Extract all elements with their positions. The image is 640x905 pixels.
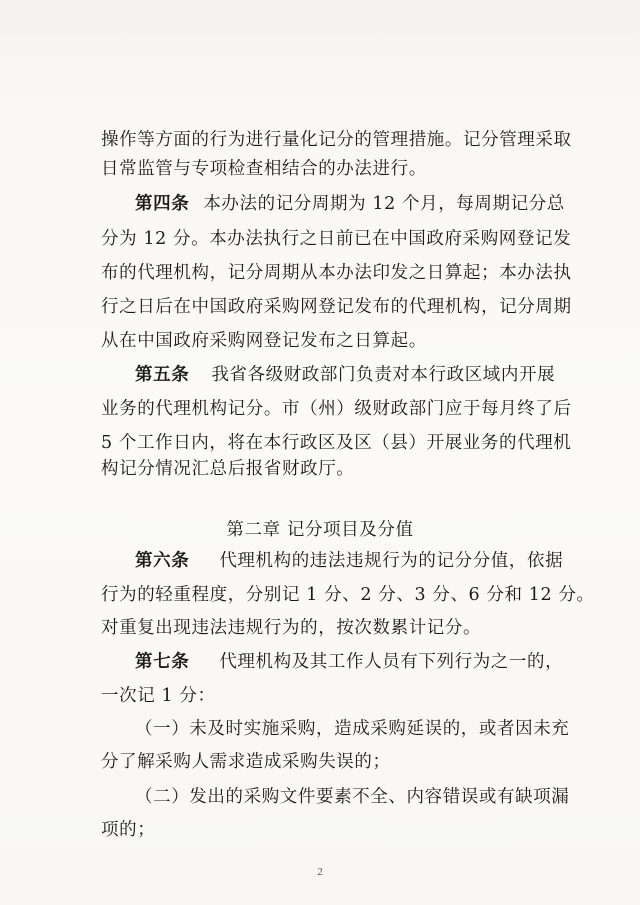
text-line: 业务的代理机构记分。市（州）级财政部门应于每月终了后	[101, 399, 572, 419]
article-7-line	[135, 650, 563, 674]
text-line: 代理机构的违法违规行为的记分分值，依据	[219, 551, 564, 571]
text-line: 5 个工作日内，将在本行政区及区（县）开展业务的代理机	[101, 433, 572, 453]
text-line: 分了解采购人需求造成采购失误的；	[101, 752, 391, 772]
text-line: 操作等方面的行为进行量化记分的管理措施。记分管理采取	[101, 130, 572, 150]
article-4-line	[135, 192, 565, 216]
text-line: 项的；	[101, 820, 156, 840]
text-line: 构记分情况汇总后报省财政厅。	[101, 459, 355, 479]
text-line: （一）未及时实施采购，造成采购延误的，或者因未充	[135, 719, 570, 739]
text-line: 本办法的记分周期为 12 个月，每周期记分总	[203, 194, 565, 214]
text-line: （二）发出的采购文件要素不全、内容错误或有缺项漏	[135, 787, 570, 807]
article-5-heading: 第五条	[135, 365, 190, 385]
text-line: 行为的轻重程度，分别记 1 分、2 分、3 分、6 分和 12 分。	[101, 585, 595, 605]
text-line: 一次记 1 分：	[101, 686, 216, 706]
chapter-title: 第二章 记分项目及分值	[226, 520, 414, 540]
article-6-line	[135, 549, 563, 573]
text-line: 代理机构及其工作人员有下列行为之一的，	[219, 652, 564, 672]
article-7-heading: 第七条	[135, 652, 190, 672]
text-line: 从在中国政府采购网登记发布之日算起。	[101, 331, 427, 351]
text-line: 日常监管与专项检查相结合的办法进行。	[101, 159, 427, 179]
article-4-heading: 第四条	[135, 194, 190, 214]
article-6-heading: 第六条	[135, 551, 190, 571]
article-5-line	[135, 363, 555, 387]
text-line: 对重复出现违法违规行为的，按次数累计记分。	[101, 618, 482, 638]
text-line: 我省各级财政部门负责对本行政区域内开展	[211, 365, 556, 385]
text-line: 行之日后在中国政府采购网登记发布的代理机构，记分周期	[101, 297, 572, 317]
text-line: 分为 12 分。本办法执行之日前已在中国政府采购网登记发	[101, 229, 572, 249]
page-number: 2	[317, 866, 323, 878]
text-line: 布的代理机构，记分周期从本办法印发之日算起；本办法执	[101, 263, 572, 283]
